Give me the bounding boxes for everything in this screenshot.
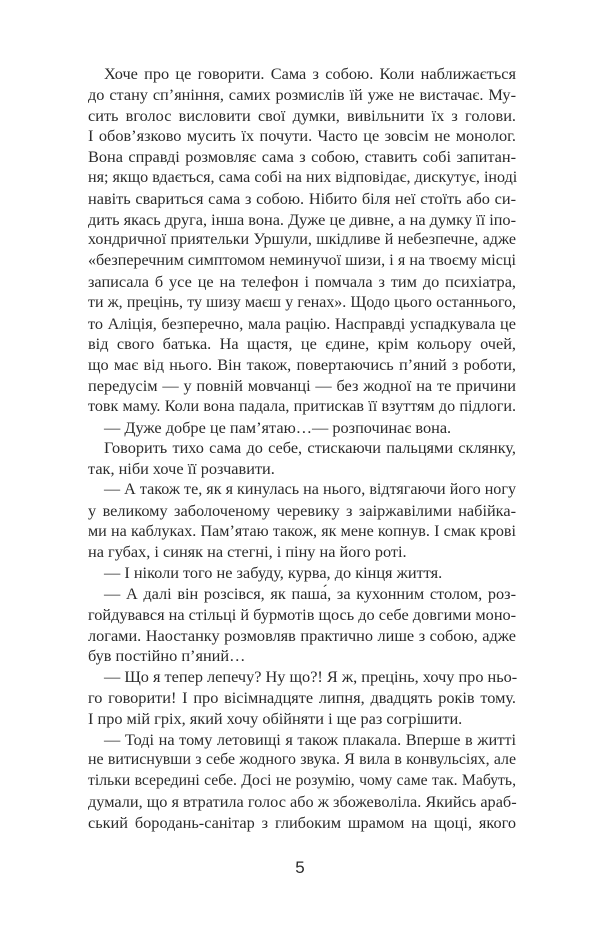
text-line: то Аліція, безперечно, мала рацію. Насправді успадкувала це — [88, 313, 516, 333]
text-line: ський бородань-санітар з глибоким шрамом на щоці, якого — [88, 812, 516, 832]
text-line: І про мій гріх, який хочу обійняти і ще раз согрішити. — [88, 708, 463, 728]
text-line: що має від нього. Він також, повертаючись п’яний з роботи, — [88, 355, 516, 375]
text-line: логами. Наостанку розмовляв практично лише з собою, адже — [88, 625, 516, 645]
text-line: на губах, і синяк на стегні, і піну на його роті. — [88, 542, 407, 562]
page-number: 5 — [295, 858, 305, 877]
text-line: передусім — у повній мовчанці — без жодної на те причини — [88, 375, 516, 395]
text-line: думали, що я втратила голос або ж збожеволіла. Якийсь араб- — [88, 791, 517, 811]
text-line: сить вголос висловити свої думки, вивільнити їх з голови. — [88, 105, 516, 125]
text-line: не витиснувши з себе жодного звука. Я вила в конвульсіях, але — [88, 751, 516, 769]
text-line: у великому заболоченому черевику з заіржавілими набійка- — [88, 500, 516, 520]
text-line: — А також те, як я кинулась на нього, відтягаючи його ногу — [104, 480, 516, 498]
text-line: — А далі він розсівся, як паша́, за кухонним столом, роз- — [104, 583, 516, 603]
text-line: го говорити! І про вісімнадцяте липня, двадцять років тому. — [88, 687, 516, 707]
text-line: — Що я тепер лепечу? Ну що?! Я ж, прецінь, хочу про ньо- — [104, 667, 518, 687]
text-line: — І ніколи того не забуду, курва, до кінця життя. — [104, 563, 443, 583]
text-line: Вона справді розмовляє сама з собою, ставить собі запитан- — [88, 147, 516, 167]
text-line: ня; якщо вдається, сама собі на них відповідає, дискутує, іноді — [88, 168, 518, 186]
text-line: Хоче про це говорити. Сама з собою. Коли наближається — [104, 64, 516, 83]
text-line: хондричної приятельки Уршули, шкідливе й небезпечне, адже — [88, 231, 516, 249]
text-line: — Тоді на тому летовищі я також плакала. Вперше в житті — [104, 729, 516, 749]
text-line: до стану сп’яніння, самих розмислів їй уже не вистачає. Му- — [88, 84, 516, 104]
text-line: тільки всередині себе. Досі не розумію, чому саме так. Мабуть, — [88, 772, 516, 790]
text-line: дить якась друга, інша вона. Дуже це дивне, а на думку її іпо- — [88, 209, 516, 229]
text-line: записала б усе це на телефон і помчала з тим до психіатра, — [88, 271, 516, 291]
text-line: ти ж, прецінь, ту шизу маєш у генах». Щодо цього останнього, — [88, 293, 516, 311]
text-line: так, ніби хоче її розчавити. — [88, 459, 275, 479]
text-line: був постійно п’яний… — [88, 646, 246, 666]
text-line: І обов’язково мусить їх почути. Часто це зовсім не монолог. — [88, 126, 516, 146]
text-line: гойдувався на стільці й бурмотів щось до себе довгими моно- — [88, 604, 517, 624]
text-line: ми на каблуках. Пам’ятаю також, як мене копнув. І смак крові — [88, 522, 516, 540]
text-line: товк маму. Коли вона падала, притискав її взуттям до підлоги. — [88, 397, 516, 415]
body-text — [88, 64, 516, 833]
text-line: Говорить тихо сама до себе, стискаючи пальцями склянку, — [104, 438, 516, 458]
text-line: навіть свариться сама з собою. Нібито біля неї стоїть або си- — [88, 188, 516, 208]
text-line: «безперечним симптомом неминучої шизи, і я на твоєму місці — [88, 252, 516, 270]
text-line: — Дуже добре це пам’ятаю…— розпочинає вона. — [104, 417, 452, 437]
text-line: від свого батька. На щастя, це єдине, крім кольору очей, — [88, 334, 516, 354]
